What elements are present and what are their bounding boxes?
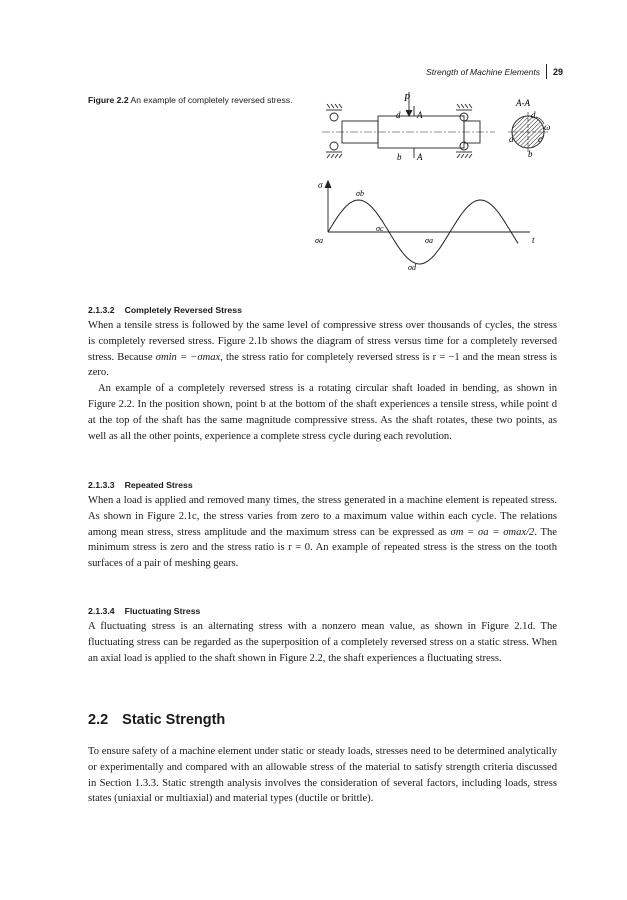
- label-A-bottom: A: [417, 152, 423, 162]
- label-sigma-d: σd: [408, 263, 416, 272]
- label-sigma-a: σa: [315, 236, 323, 245]
- section-number: 2.1.3.2: [88, 305, 115, 315]
- label-section-b: b: [528, 149, 533, 159]
- label-sigma-a-2: σa: [425, 236, 433, 245]
- label-a: a: [509, 134, 514, 144]
- section-title: Completely Reversed Stress: [124, 305, 242, 315]
- label-sigma-c: σc: [376, 224, 384, 233]
- page-number: 29: [552, 66, 563, 77]
- running-title: Strength of Machine Elements: [426, 66, 540, 77]
- section-number: 2.1.3.4: [88, 606, 115, 616]
- section-body-2-1-3-3: [88, 493, 557, 572]
- label-P: P: [404, 93, 411, 104]
- section-number: 2.2: [88, 712, 109, 728]
- section-heading-2-1-3-2: [88, 305, 242, 315]
- label-t: t: [532, 235, 535, 245]
- math: σmin = −σmax: [155, 351, 221, 363]
- paragraph: To ensure safety of a machine element under static or steady loads, stresses need to be determined analytically or experimentally and compared with an allowable stress of the material to satisfy strength criteria discussed in Section 1.3.3. Static strength analysis involves the consideration of several factors, including loads, stress states (uniaxial or multiaxial) and material types (ductile or brittle).: [88, 746, 557, 805]
- math: σm = σa = σmax/2: [450, 526, 535, 538]
- figure-caption-text: An example of completely reversed stress.: [130, 95, 293, 105]
- figure-caption-label: Figure 2.2: [88, 95, 129, 105]
- label-omega: ω: [544, 122, 551, 132]
- text: When a tensile stress is followed by the same level of compressive stress over thousands of cycles, the stress is completely reversed stress. Figure 2.1b shows the diagram of stress versus time for a completely reversed stress. Because: [88, 320, 557, 363]
- label-sigma-b: σb: [356, 189, 364, 198]
- paragraph: A fluctuating stress is an alternating stress with a nonzero mean value, as shown in Figure 2.1d. The fluctuating stress can be regarded as the superposition of a completely reversed stress on a static stress. When an axial load is applied to the shaft shown in Figure 2.2, the shaft experiences a fluctuating stress.: [88, 621, 557, 664]
- section-heading-2-1-3-4: [88, 606, 200, 616]
- text: , the stress ratio for completely reversed stress is r = −1 and the mean stress is zero.: [88, 351, 558, 379]
- section-title: Fluctuating Stress: [124, 606, 201, 616]
- paragraph: [88, 318, 557, 381]
- section-number: 2.1.3.3: [88, 480, 115, 490]
- label-b: b: [397, 152, 402, 162]
- paragraph: An example of a completely reversed stress is a rotating circular shaft loaded in bending, as shown in Figure 2.2. In the position shown, point b at the bottom of the shaft experiences a tensile stress, while point d at the top of the shaft has the same magnitude compressive stress. As the shaft rotates, these two points, as well as all the other points, experience a complete stress cycle during each revolution.: [88, 383, 557, 442]
- section-heading-2-1-3-3: [88, 480, 193, 490]
- section-title: Static Strength: [122, 712, 226, 728]
- cross-section-a-a: [508, 112, 551, 152]
- section-title: Repeated Stress: [124, 480, 193, 490]
- label-c: c: [538, 134, 542, 144]
- text: When a load is applied and removed many times, the stress generated in a machine element is repeated stress. As shown in Figure 2.1c, the stress varies from zero to a maximum value within each cycle. The relations among mean stress, stress amplitude and the maximum stress can be expressed as: [88, 495, 557, 538]
- label-section-a-a: A-A: [516, 98, 530, 108]
- section-body-2-2: [88, 744, 557, 807]
- paragraph: [88, 493, 557, 572]
- section-body-2-1-3-4: [88, 619, 557, 666]
- label-d: d: [396, 110, 401, 120]
- label-A-top: A: [417, 110, 423, 120]
- text: . The minimum stress is zero and the stress ratio is r = 0. An example of repeated stress is the stress on the tooth surfaces of a pair of meshing gears.: [88, 526, 557, 570]
- label-sigma: σ: [318, 180, 323, 190]
- section-body-2-1-3-2: [88, 318, 557, 444]
- label-section-d: d: [531, 110, 536, 120]
- section-heading-2-2: [88, 712, 225, 728]
- figure-2-2: [0, 0, 627, 300]
